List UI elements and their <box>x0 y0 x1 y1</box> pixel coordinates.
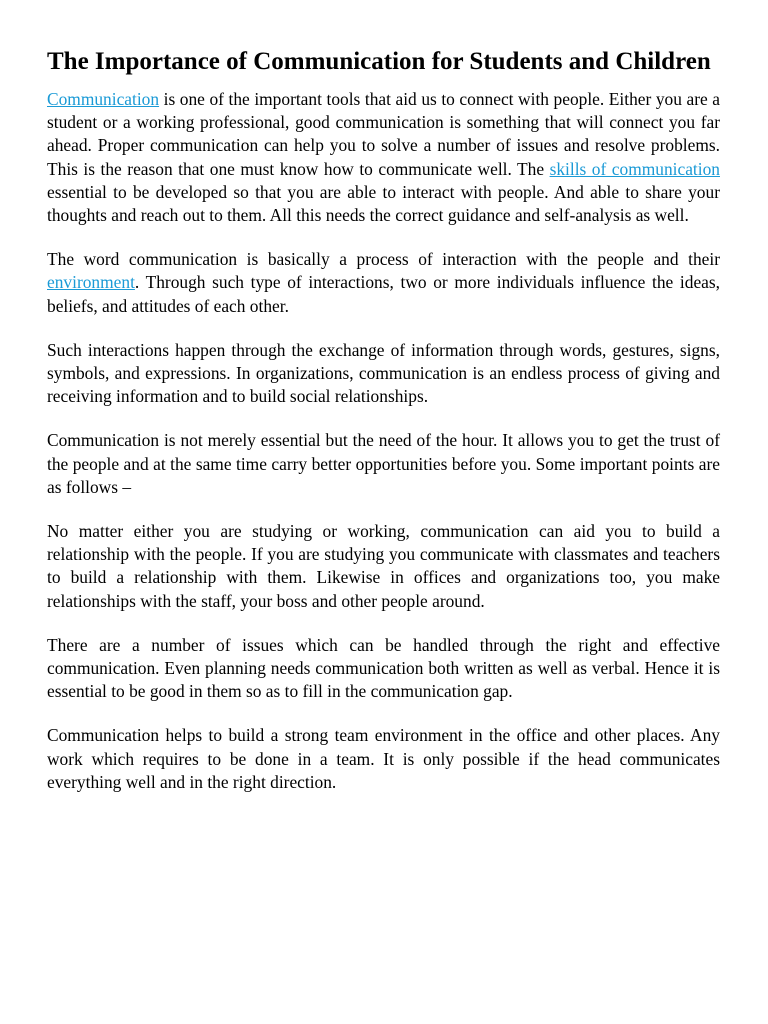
paragraph-7: Communication helps to build a strong team environment in the office and other places. Any work which requires to be done in a team. It is only possible if the head communicates everything well and in the right direction. <box>47 725 720 792</box>
paragraph-3: Such interactions happen through the exchange of information through words, gestures, signs, symbols, and expressions. In organizations, communication is an endless process of giving and receiving information and to build social relationships. <box>47 339 720 407</box>
paragraph-1-text-a: is one of the important tools that aid us to connect with people. Either you are a student or a working professional, good communication is something that will connect you far ahead. Proper communication can help you to solve a number of issues and resolve problems. This is the reason that one must know how to communicate well. The <box>47 89 720 179</box>
link-communication[interactable]: Communication <box>47 89 160 109</box>
page-title: The Importance of Communication for Students and Children <box>47 48 711 75</box>
paragraph-4: Communication is not merely essential but the need of the hour. It allows you to get the trust of the people and at the same time carry better opportunities before you. Some important points are as follows – <box>47 430 720 497</box>
paragraph-5: No matter either you are studying or working, communication can aid you to build a relationship with the people. If you are studying you communicate with classmates and teachers to build a relationship with them. Likewise in offices and organizations too, you make relationships with the staff, your boss and other people around. <box>47 521 720 611</box>
paragraph-2-text-b: . Through such type of interactions, two or more individuals influence the ideas, beliefs, and attitudes of each other. <box>47 272 720 316</box>
link-skills-of-communication[interactable]: skills of communication <box>549 158 720 179</box>
paragraph-1 <box>47 88 720 227</box>
paragraph-2 <box>47 248 720 318</box>
paragraph-1-text-b: essential to be developed so that you are able to interact with people. And able to share your thoughts and reach out to them. All this needs the correct guidance and self-analysis as well. <box>47 181 720 226</box>
paragraph-6: There are a number of issues which can be handled through the right and effective communication. Even planning needs communication both written as well as verbal. Hence it is essential to be good in them so as to fill in the communication gap. <box>47 634 720 702</box>
paragraph-2-text-a: The word communication is basically a process of interaction with the people and their <box>47 249 720 270</box>
link-environment[interactable]: environment <box>47 272 135 293</box>
